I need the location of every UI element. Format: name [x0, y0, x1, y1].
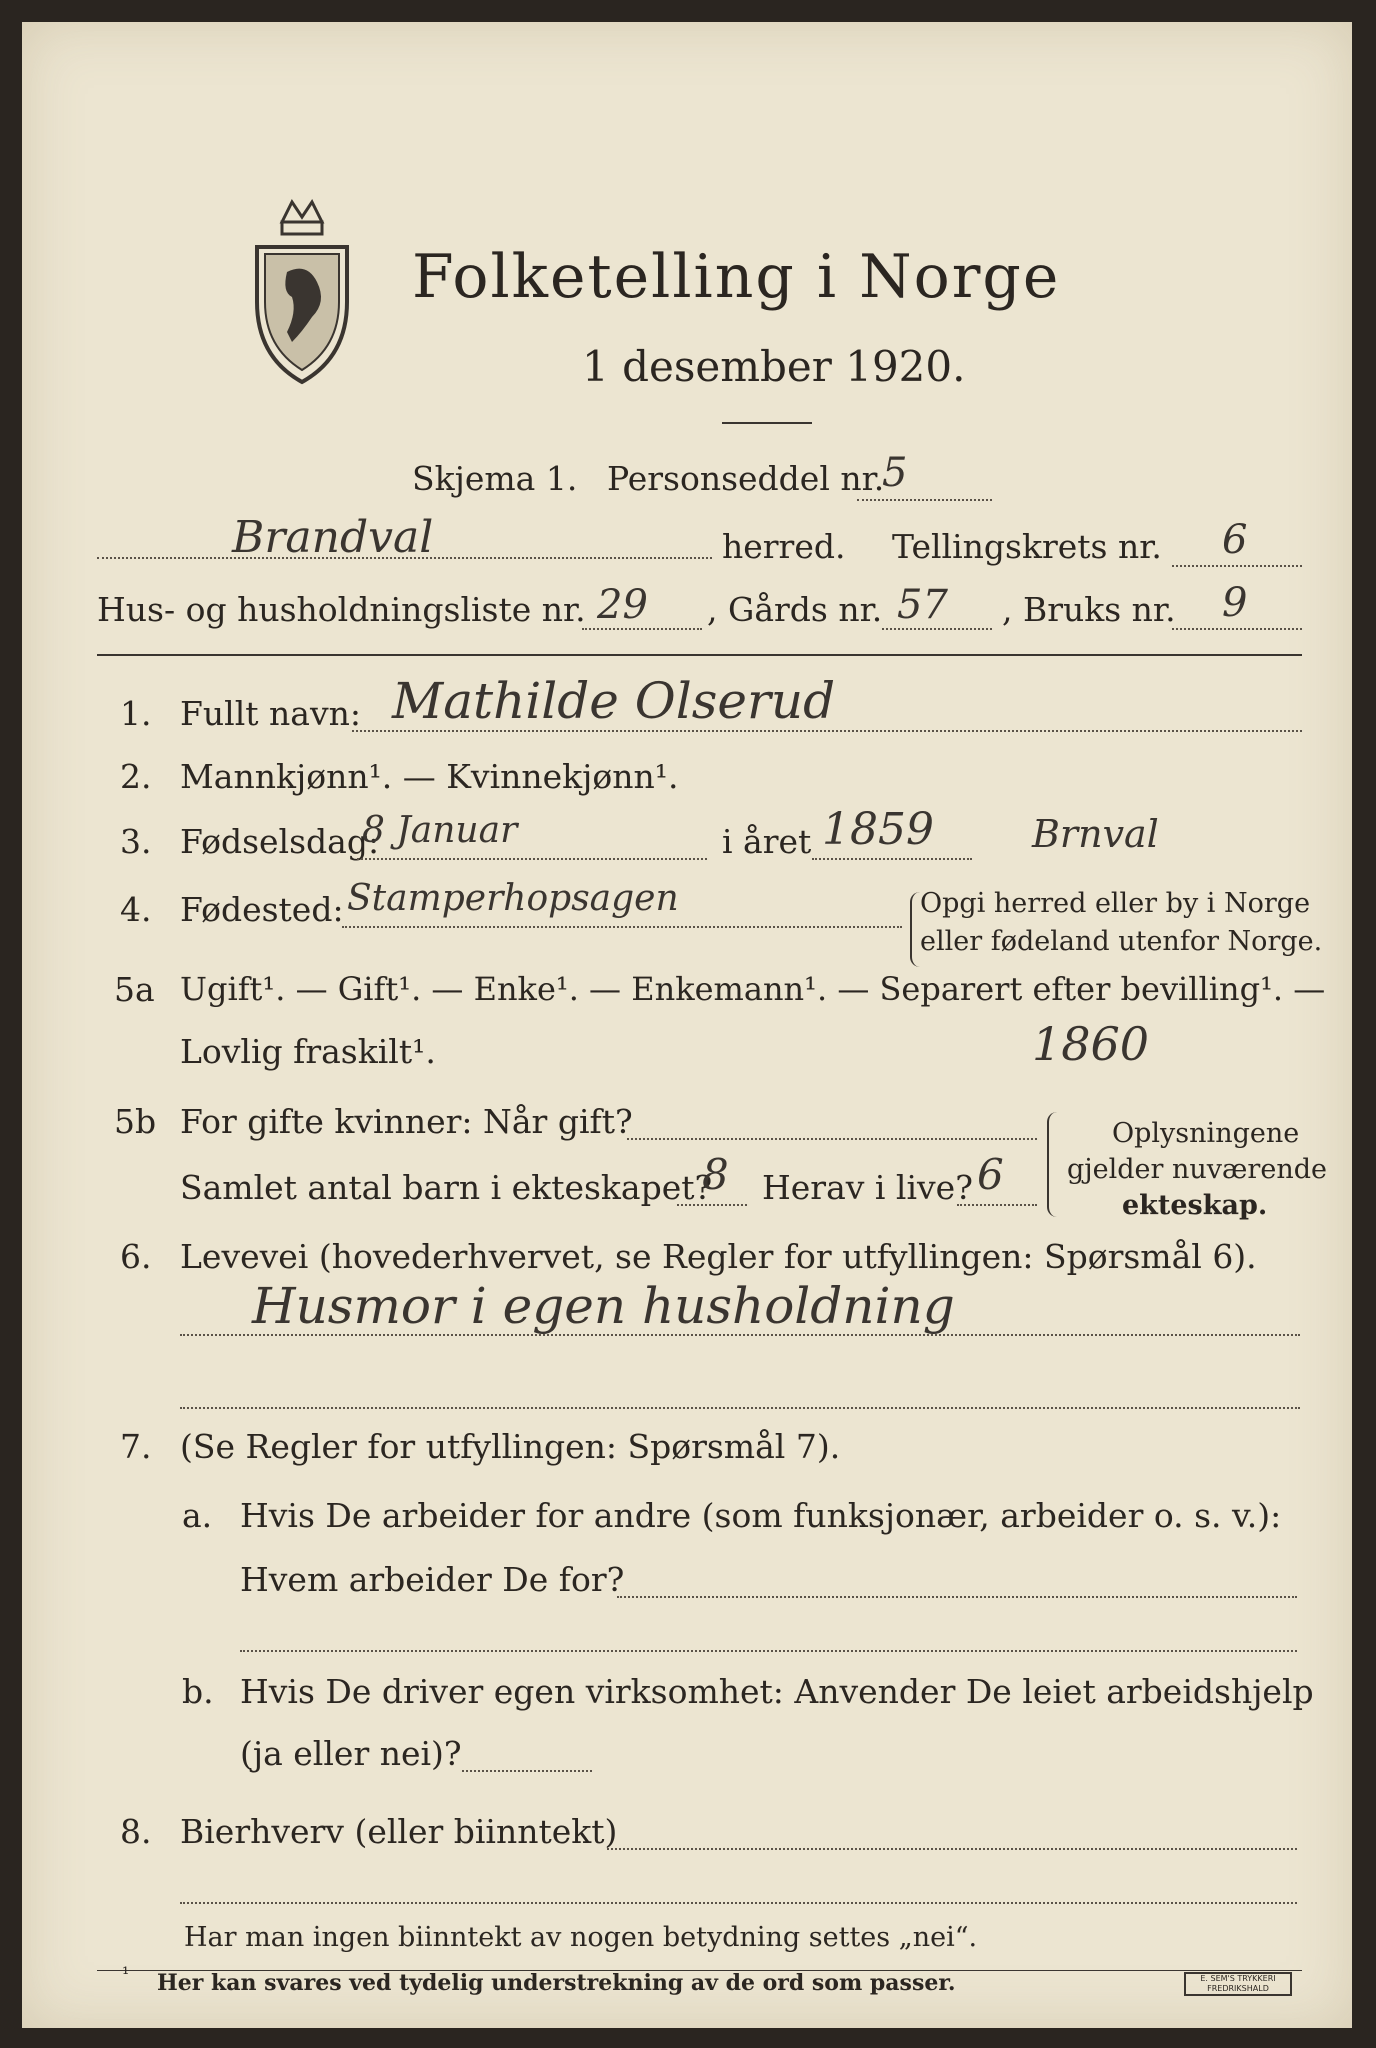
q2-number: 2. — [120, 757, 152, 796]
q5b-children-value: 8 — [702, 1150, 729, 1199]
q5b-children-label: Samlet antal barn i ekteskapet? — [180, 1168, 713, 1207]
gards-value: 57 — [897, 582, 948, 628]
bruks-line — [1172, 628, 1302, 630]
census-date: 1 desember 1920. — [582, 342, 966, 391]
q7-number: 7. — [120, 1427, 152, 1466]
q5a-label: Ugift¹. — Gift¹. — Enke¹. — Enkemann¹. — Separert efter bevilling¹. — — [180, 970, 1326, 1008]
q4-number: 4. — [120, 890, 152, 929]
q1-value: Mathilde Olserud — [392, 672, 836, 730]
husliste-label: Hus- og husholdningsliste nr. — [97, 590, 586, 629]
bruks-value: 9 — [1222, 580, 1248, 626]
q3-year-value: 1859 — [822, 804, 934, 855]
q6-number: 6. — [120, 1237, 152, 1276]
q8-number: 8. — [120, 1812, 152, 1851]
q8-line-1 — [607, 1848, 1297, 1850]
q7b-label: Hvis De driver egen virksomhet: Anvender De leiet arbeidshjelp — [240, 1672, 1314, 1711]
q7a-number: a. — [182, 1496, 213, 1535]
q5b-children-line — [677, 1204, 747, 1206]
personseddel-label: Personseddel nr. — [607, 459, 885, 498]
bruks-label: , Bruks nr. — [1002, 590, 1176, 629]
gards-line — [882, 628, 992, 630]
q5b-brace — [1047, 1112, 1057, 1217]
header-divider — [97, 654, 1302, 656]
q1-number: 1. — [120, 694, 152, 733]
q5b-number: 5b — [114, 1102, 157, 1141]
q7b-line — [462, 1770, 592, 1772]
footnote-text: Her kan svares ved tydelig understrekning av de ord som passer. — [157, 1970, 956, 1996]
q8-label: Bierhverv (eller biinntekt) — [180, 1812, 618, 1851]
title-divider — [722, 422, 812, 424]
q5b-alive-line — [957, 1204, 1037, 1206]
q4-line — [342, 926, 902, 928]
census-form-sheet — [22, 22, 1352, 2028]
q7a-label-2: Hvem arbeider De for? — [240, 1560, 625, 1599]
q6-value: Husmor i egen husholdning — [252, 1277, 955, 1335]
personseddel-value: 5 — [882, 450, 908, 496]
tellingskrets-value: 6 — [1222, 517, 1248, 563]
q4-note-2: eller fødeland utenfor Norge. — [920, 926, 1323, 957]
husliste-line — [582, 628, 702, 630]
q4-value: Stamperhopsagen — [347, 878, 679, 919]
q3-year-line — [812, 858, 972, 860]
q3-value: 8 Januar — [362, 810, 518, 851]
q4-note-1: Opgi herred eller by i Norge — [920, 888, 1311, 919]
husliste-value: 29 — [597, 582, 648, 628]
q7b-label-2: (ja eller nei)? — [240, 1734, 462, 1773]
q1-line — [352, 730, 1302, 732]
q3-margin-note: Brnval — [1032, 812, 1159, 856]
q6-line-2 — [180, 1407, 1300, 1409]
q3-number: 3. — [120, 822, 152, 861]
q8-line-2 — [180, 1902, 1297, 1904]
tellingskrets-line — [1172, 565, 1302, 567]
q5b-married-line — [627, 1138, 1037, 1140]
q8-note: Har man ingen biinntekt av nogen betydning settes „nei“. — [184, 1922, 978, 1953]
personseddel-line — [857, 499, 992, 501]
footnote-mark: ¹ — [122, 1964, 130, 1985]
tellingskrets-label: Tellingskrets nr. — [892, 527, 1162, 566]
q7a-label: Hvis De arbeider for andre (som funksjonær, arbeider o. s. v.): — [240, 1496, 1282, 1535]
q5b-note-2: gjelder nuværende — [1067, 1154, 1327, 1185]
q3-label: Fødselsdag: — [180, 822, 380, 861]
q5b-note-1: Oplysningene — [1112, 1118, 1300, 1149]
coat-of-arms-icon — [247, 182, 357, 392]
gards-label: , Gårds nr. — [707, 590, 883, 629]
q7b-number: b. — [182, 1672, 214, 1711]
q5a-number: 5a — [114, 970, 155, 1009]
q5a-margin-note: 1860 — [1032, 1017, 1150, 1071]
q5b-note-3: ekteskap. — [1122, 1190, 1268, 1221]
q5b-label: For gifte kvinner: Når gift? — [180, 1102, 633, 1141]
q3-line — [357, 858, 707, 860]
q2-label: Mannkjønn¹. — Kvinnekjønn¹. — [180, 757, 679, 796]
q5b-alive-label: Herav i live? — [762, 1168, 973, 1207]
q5b-alive-value: 6 — [977, 1150, 1004, 1199]
skjema-label: Skjema 1. — [412, 459, 578, 498]
q7a-line-1 — [617, 1596, 1297, 1598]
q6-label: Levevei (hovederhvervet, se Regler for utfyllingen: Spørsmål 6). — [180, 1237, 1257, 1276]
printer-stamp: E. SEM'S TRYKKERI FREDRIKSHALD — [1184, 1972, 1292, 1996]
q5a-label-2: Lovlig fraskilt¹. — [180, 1032, 436, 1071]
herred-label: herred. — [722, 527, 846, 566]
q7-label: (Se Regler for utfyllingen: Spørsmål 7). — [180, 1427, 841, 1466]
form-title: Folketelling i Norge — [412, 242, 1061, 312]
q3-year-label: i året — [722, 822, 812, 861]
q7a-line-2 — [240, 1650, 1297, 1652]
herred-value: Brandval — [232, 512, 434, 563]
q4-brace — [910, 892, 920, 967]
q1-label: Fullt navn: — [180, 694, 361, 733]
q4-label: Fødested: — [180, 890, 344, 929]
